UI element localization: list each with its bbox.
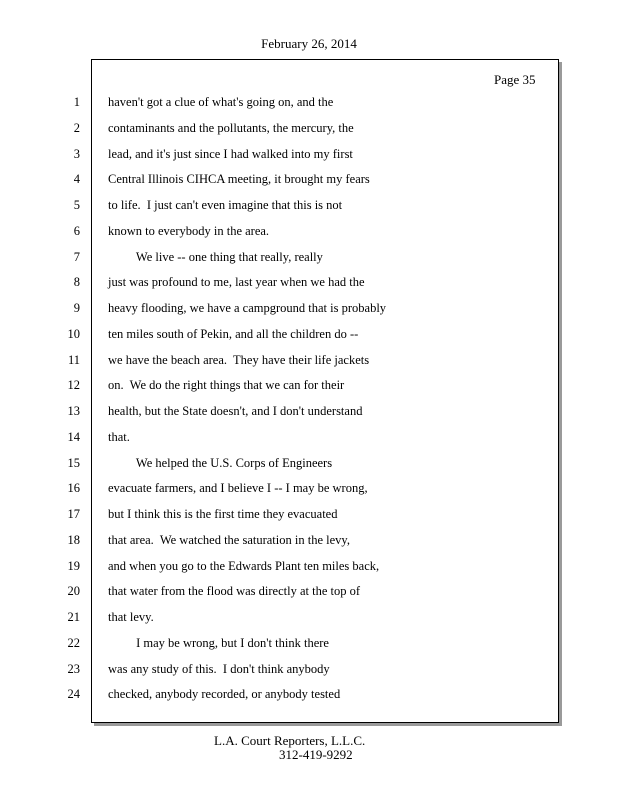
line-number: 19 (67, 559, 80, 573)
line-text: just was profound to me, last year when we had the (108, 275, 365, 289)
line-number: 23 (67, 662, 80, 676)
line-text: that levy. (108, 610, 154, 624)
line-text: known to everybody in the area. (108, 224, 270, 238)
line-text: was any study of this. I don't think anybody (108, 662, 330, 676)
line-text: We live -- one thing that really, really (108, 250, 323, 264)
line-number: 6 (73, 224, 80, 238)
line-text: evacuate farmers, and I believe I -- I may be wrong, (108, 481, 368, 495)
line-number: 8 (73, 275, 80, 289)
line-text: and when you go to the Edwards Plant ten miles back, (108, 559, 380, 573)
line-number: 15 (67, 456, 80, 470)
line-number: 13 (67, 404, 80, 418)
page-number: Page 35 (494, 72, 536, 87)
line-text: heavy flooding, we have a campground that is probably (108, 301, 387, 315)
line-number: 21 (67, 610, 80, 624)
line-text: I may be wrong, but I don't think there (108, 636, 329, 650)
line-text: that area. We watched the saturation in the levy, (108, 533, 350, 547)
line-number: 17 (67, 507, 80, 521)
line-number: 5 (73, 198, 80, 212)
line-number: 20 (67, 584, 80, 598)
line-number: 22 (67, 636, 80, 650)
line-number: 7 (73, 250, 80, 264)
line-number: 1 (73, 95, 80, 109)
line-number: 11 (67, 353, 80, 367)
line-number: 14 (67, 430, 80, 444)
line-number: 9 (73, 301, 80, 315)
line-text: that. (108, 430, 130, 444)
line-text: health, but the State doesn't, and I don't understand (108, 404, 363, 418)
line-text: to life. I just can't even imagine that this is not (108, 198, 343, 212)
line-text: ten miles south of Pekin, and all the children do -- (108, 327, 359, 341)
line-text: Central Illinois CIHCA meeting, it brought my fears (108, 172, 370, 186)
footer-phone: 312-419-9292 (279, 747, 353, 762)
line-number: 24 (67, 687, 80, 701)
line-text: haven't got a clue of what's going on, and the (108, 95, 334, 109)
header-date: February 26, 2014 (261, 36, 357, 51)
line-text: on. We do the right things that we can for their (108, 378, 345, 392)
line-text: lead, and it's just since I had walked into my first (108, 147, 353, 161)
line-text: contaminants and the pollutants, the mercury, the (108, 121, 354, 135)
footer-company: L.A. Court Reporters, L.L.C. (214, 733, 366, 748)
line-number: 12 (67, 378, 80, 392)
line-number: 4 (73, 172, 80, 186)
line-text: checked, anybody recorded, or anybody tested (108, 687, 341, 701)
line-number: 16 (67, 481, 80, 495)
line-number: 18 (67, 533, 80, 547)
line-text: but I think this is the first time they evacuated (108, 507, 338, 521)
line-text: that water from the flood was directly at the top of (108, 584, 361, 598)
line-text: we have the beach area. They have their life jackets (108, 353, 370, 367)
line-number: 10 (67, 327, 80, 341)
line-text: We helped the U.S. Corps of Engineers (108, 456, 333, 470)
line-number: 2 (73, 121, 80, 135)
line-number: 3 (73, 147, 80, 161)
